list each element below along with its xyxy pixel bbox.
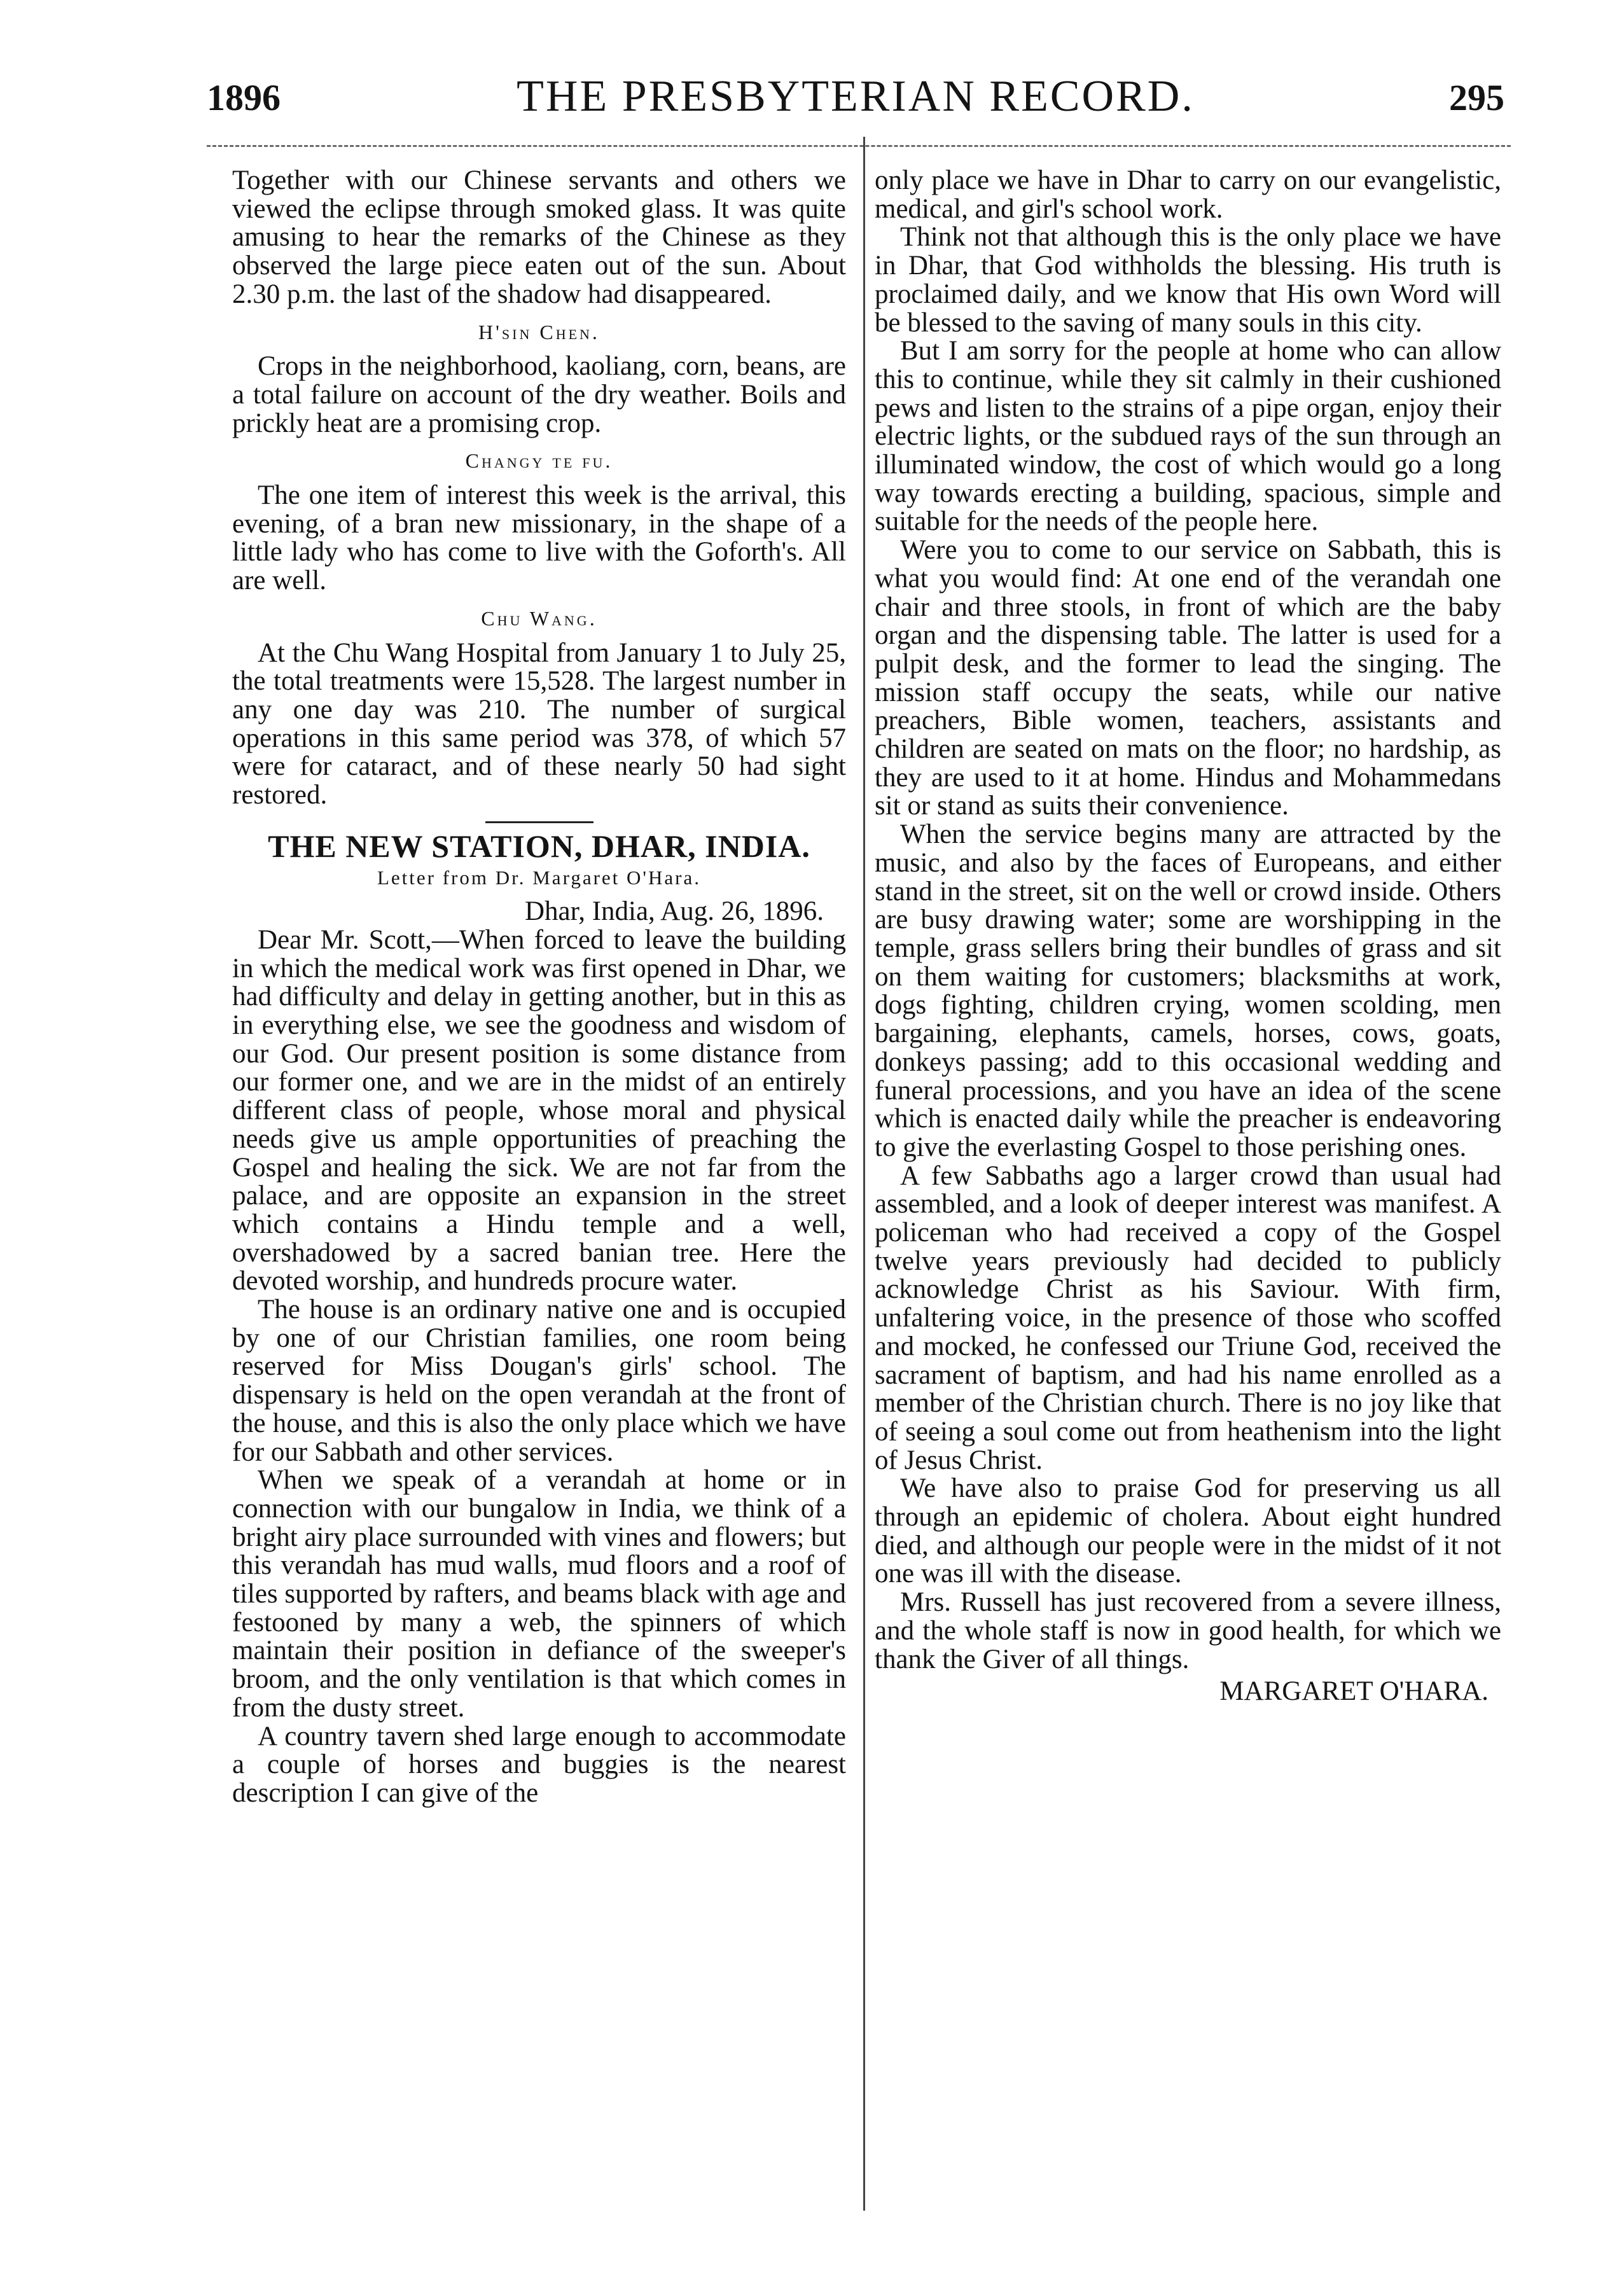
paragraph: The house is an ordinary native one and is occupied by one of our Christian families, one room being reserved for Miss Dougan's girls' school. The dispensary is held on the open verandah at the front of the house, and this is also the only place which we have for our Sabbath and other services. [232, 1295, 846, 1467]
paragraph: The one item of interest this week is the arrival, this evening, of a bran new missionary, in the shape of a little lady who has come to live with the Goforth's. All are well. [232, 480, 846, 596]
journal-title: THE PRESBYTERIAN RECORD. [517, 72, 1195, 121]
paragraph: When we speak of a verandah at home or in connection with our bungalow in India, we think of a bright airy place surrounded with vines and flowers; but this verandah has mud walls, mud floors and a roof of tiles supported by rafters, and beams black with age and festooned by many a web, the spinners of which maintain their position in defiance of the sweeper's broom, and the only ventilation is that which comes in from the dusty street. [232, 1465, 846, 1723]
paragraph: only place we have in Dhar to carry on our evangelistic, medical, and girl's school work. [875, 165, 1501, 224]
paragraph: Mrs. Russell has just recovered from a severe illness, and the whole staff is now in good health, for which we thank the Giver of all things. [875, 1587, 1501, 1674]
paragraph: When the service begins many are attracted by the music, and also by the faces of Europeans, and either stand in the street, sit on the well or crowd inside. Others are busy drawing water; some are worshipping in the temple, grass sellers bring their bundles of grass and sit on them waiting for customers; blacksmiths at work, dogs fighting, children crying, women scolding, men bargaining, elephants, camels, horses, cows, goats, donkeys passing; add to this occasional wedding and funeral processions, and you have an idea of the scene which is enacted daily while the preacher is endeavoring to give the everlasting Gospel to those perishing ones. [875, 819, 1501, 1162]
column-rule [863, 137, 865, 2211]
header-year: 1896 [207, 77, 281, 118]
station-heading: H'sin Chen. [478, 320, 600, 344]
paragraph: A few Sabbaths ago a larger crowd than usual had assembled, and a look of deeper interest was manifest. A policeman who had received a copy of the Gospel twelve years previously had decided to publicly acknowledge Christ as his Saviour. With firm, unfaltering voice, in the presence of those who scoffed and mocked, he confessed our Triune God, received the sacrament of baptism, and had his name enrolled as a member of the Christian church. There is no joy like that of seeing a soul come out from heathenism into the light of Jesus Christ. [875, 1160, 1501, 1475]
page-header [207, 71, 1504, 129]
paragraph: Think not that although this is the only place we have in Dhar, that God withholds the blessing. His truth is proclaimed daily, and we know that His own Word will be blessed to the saving of many souls in this city. [875, 222, 1501, 338]
paragraph: Were you to come to our service on Sabbath, this is what you would find: At one end of the verandah one chair and three stools, in front of which are the baby organ and the dispensing table. The latter is used for a pulpit desk, and the former to lead the singing. The mission staff occupy the seats, while our native preachers, Bible women, teachers, assistants and children are seated on mats on the floor; no hardship, as they are used to it at home. Hindus and Mohammedans sit or stand as suits their convenience. [875, 535, 1501, 821]
paragraph: Crops in the neighborhood, kaoliang, corn, beans, are a total failure on account of the dry weather. Boils and prickly heat are a promising crop. [232, 351, 846, 438]
paragraph: We have also to praise God for preserving us all through an epidemic of cholera. About eight hundred died, and although our people were in the midst of it not one was ill with the disease. [875, 1473, 1501, 1589]
page-number: 295 [1449, 77, 1504, 118]
section-rule [485, 821, 593, 823]
letter-dateline: Dhar, India, Aug. 26, 1896. [524, 896, 824, 927]
paragraph: At the Chu Wang Hospital from January 1 to July 25, the total treatments were 15,528. The largest number in any one day was 210. The number of surgical operations in this same period was 378, of which 57 were for cataract, and of these nearly 50 had sight restored. [232, 637, 846, 810]
station-heading: Changy te fu. [465, 449, 613, 473]
station-heading: Chu Wang. [481, 606, 597, 630]
paragraph: A country tavern shed large enough to accommodate a couple of horses and buggies is the nearest description I can give of the [232, 1721, 846, 1808]
header-rule [207, 145, 1511, 147]
paragraph: Together with our Chinese servants and others we viewed the eclipse through smoked glass. It was quite amusing to hear the remarks of the Chinese as they observed the large piece eaten out of the sun. About 2.30 p.m. the last of the shadow had disappeared. [232, 165, 846, 309]
left-column [232, 167, 846, 1808]
paragraph: Dear Mr. Scott,—When forced to leave the building in which the medical work was first opened in Dhar, we had difficulty and delay in getting another, but in this as in everything else, we see the goodness and wisdom of our God. Our present position is some distance from our former one, and we are in the midst of an entirely different class of people, whose moral and physical needs give us ample opportunities of preaching the Gospel and healing the sick. We are not far from the palace, and are opposite an expansion in the street which contains a Hindu temple and a well, overshadowed by a sacred banian tree. Here the devoted worship, and hundreds procure water. [232, 924, 846, 1296]
article-title: THE NEW STATION, DHAR, INDIA. [268, 828, 810, 864]
signature: MARGARET O'HARA. [1219, 1676, 1489, 1707]
article-byline: Letter from Dr. Margaret O'Hara. [377, 866, 701, 889]
paragraph: But I am sorry for the people at home who can allow this to continue, while they sit calmly in their cushioned pews and listen to the strains of a pipe organ, enjoy their electric lights, or the subdued rays of the sun through an illuminated window, the cost of which would go a long way towards erecting a building, spacious, simple and suitable for the needs of the people here. [875, 336, 1501, 537]
right-column [875, 167, 1501, 1706]
